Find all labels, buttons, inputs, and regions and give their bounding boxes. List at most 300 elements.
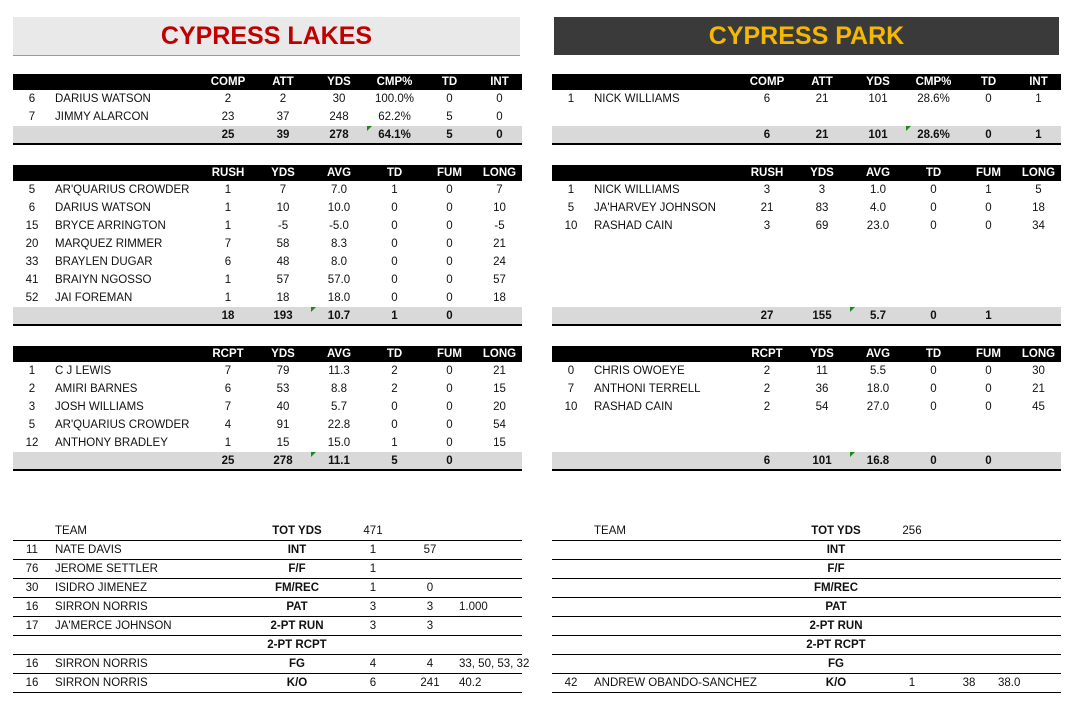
table-row xyxy=(13,199,522,217)
cell: 21 xyxy=(760,202,774,214)
cell: INT xyxy=(249,541,345,560)
cell xyxy=(1016,289,1061,307)
cell: 7 xyxy=(224,365,232,377)
cell: 1 xyxy=(961,307,1016,325)
cell: 0 xyxy=(985,202,992,214)
cell: 1 xyxy=(224,274,232,286)
cell: 1 xyxy=(224,220,232,232)
cell: CHRIS OWOEYE xyxy=(594,365,685,377)
cell: 155 xyxy=(794,307,850,325)
table-row xyxy=(13,289,522,307)
cell: 0 xyxy=(446,184,453,196)
cell: SIRRON NORRIS xyxy=(51,674,249,693)
cell: FUM xyxy=(961,346,1016,362)
table-row xyxy=(13,108,522,126)
cell: 3 xyxy=(763,184,771,196)
cell: 11 xyxy=(13,541,51,560)
cell: 0 xyxy=(446,238,453,250)
cell: AVG xyxy=(311,346,367,362)
cell: 1 xyxy=(345,541,401,560)
cell: YDS xyxy=(311,74,367,90)
cell xyxy=(552,452,590,470)
cell: 4 xyxy=(345,655,401,674)
team-title: CYPRESS LAKES xyxy=(13,17,520,56)
cell xyxy=(1016,235,1061,253)
total-row xyxy=(13,452,522,470)
cell: 6 xyxy=(28,93,36,105)
cell: 6 xyxy=(345,674,401,693)
cell: 10.7 xyxy=(311,307,367,325)
cell xyxy=(961,271,1016,289)
cell xyxy=(740,416,794,434)
cell: YDS xyxy=(794,346,850,362)
cell: 33, 50, 53, 32 xyxy=(459,655,522,674)
cell: 2 xyxy=(763,365,771,377)
cell: 1 xyxy=(391,184,398,196)
cell: 58 xyxy=(276,238,290,250)
cell xyxy=(1016,108,1061,126)
cell: CMP% xyxy=(906,74,961,90)
table-row xyxy=(552,636,1061,655)
total-row xyxy=(13,126,522,144)
cell: 6 xyxy=(224,383,232,395)
cell xyxy=(884,617,940,636)
cell xyxy=(961,289,1016,307)
table-row xyxy=(552,90,1061,108)
table-row xyxy=(13,636,522,655)
cell: 2-PT RCPT xyxy=(788,636,884,655)
cell: 4 xyxy=(224,419,232,431)
cell xyxy=(552,126,590,144)
cell: 1 xyxy=(884,674,940,693)
cell xyxy=(906,416,961,434)
cell: TD xyxy=(422,74,477,90)
cell: 471 xyxy=(345,522,401,541)
cell: 0 xyxy=(496,111,503,123)
cell: 2-PT RUN xyxy=(788,617,884,636)
cell xyxy=(552,522,590,541)
table-row xyxy=(13,674,522,693)
cell: 0 xyxy=(391,220,398,232)
cell xyxy=(940,560,998,579)
cell: 3 xyxy=(401,617,459,636)
cell: 33 xyxy=(25,256,39,268)
cell: RUSH xyxy=(740,165,794,181)
cell: 16.8 xyxy=(850,452,906,470)
cell: 0 xyxy=(930,202,937,214)
cell xyxy=(740,271,794,289)
cell: 27.0 xyxy=(866,401,890,413)
cell: NATE DAVIS xyxy=(51,541,249,560)
cell: RASHAD CAIN xyxy=(594,401,673,413)
cell xyxy=(961,235,1016,253)
cell xyxy=(552,598,590,617)
cell: -5.0 xyxy=(329,220,349,232)
cell: 0 xyxy=(446,256,453,268)
table-row xyxy=(552,416,1061,434)
cell xyxy=(906,253,961,271)
cell: JEROME SETTLER xyxy=(51,560,249,579)
cell: JIMMY ALARCON xyxy=(55,111,149,123)
cell xyxy=(13,307,51,325)
cell: 0 xyxy=(930,220,937,232)
cell xyxy=(13,452,51,470)
cell xyxy=(1016,416,1061,434)
cell xyxy=(590,416,740,434)
cell: 23 xyxy=(221,111,235,123)
table-row xyxy=(13,541,522,560)
table-row xyxy=(552,362,1061,380)
cell xyxy=(552,235,590,253)
cell xyxy=(13,74,51,90)
cell: K/O xyxy=(249,674,345,693)
table-row xyxy=(552,434,1061,452)
cell: 37 xyxy=(276,111,290,123)
table-row xyxy=(552,617,1061,636)
comment-marker-icon xyxy=(850,307,855,312)
cell: CMP% xyxy=(367,74,422,90)
cell: FG xyxy=(249,655,345,674)
cell: LONG xyxy=(477,346,522,362)
cell: 18 xyxy=(493,292,506,304)
cell xyxy=(590,307,740,325)
cell xyxy=(345,636,401,655)
table-row xyxy=(552,217,1061,235)
cell: 1 xyxy=(567,184,575,196)
total-row xyxy=(13,307,522,325)
cell: 0 xyxy=(446,401,453,413)
table-row xyxy=(13,560,522,579)
cell: ANTHONI TERRELL xyxy=(594,383,701,395)
cell: 7 xyxy=(496,184,503,196)
cell: 0 xyxy=(422,452,477,470)
cell: COMP xyxy=(201,74,255,90)
cell: INT xyxy=(788,541,884,560)
cell xyxy=(940,598,998,617)
cell xyxy=(552,541,590,560)
table-row xyxy=(13,271,522,289)
table-row xyxy=(13,362,522,380)
cell: -5 xyxy=(494,220,505,232)
cell: 241 xyxy=(401,674,459,693)
table-row xyxy=(552,579,1061,598)
team-stats-table xyxy=(13,522,530,693)
cell: 0 xyxy=(496,93,503,105)
cell xyxy=(1016,452,1061,470)
cell: 11.1 xyxy=(311,452,367,470)
cell: TD xyxy=(367,165,422,181)
cell: 0 xyxy=(961,126,1016,144)
cell: PAT xyxy=(249,598,345,617)
header-row xyxy=(13,74,522,90)
cell: INT xyxy=(477,74,522,90)
cell: 5.7 xyxy=(331,401,347,413)
cell xyxy=(590,579,788,598)
header-row xyxy=(552,165,1061,181)
cell: 0 xyxy=(961,452,1016,470)
cell: 1 xyxy=(345,579,401,598)
cell xyxy=(884,579,940,598)
cell xyxy=(459,560,522,579)
cell: 15 xyxy=(276,437,290,449)
cell xyxy=(590,74,740,90)
cell xyxy=(794,108,850,126)
cell: 7.0 xyxy=(331,184,347,196)
cell xyxy=(794,434,850,452)
cell xyxy=(590,598,788,617)
cell: LONG xyxy=(1016,165,1061,181)
table-row xyxy=(552,541,1061,560)
cell: 21 xyxy=(794,126,850,144)
cell xyxy=(740,253,794,271)
cell: 15 xyxy=(493,383,506,395)
cell xyxy=(998,560,1061,579)
cell xyxy=(477,307,522,325)
cell: 0 xyxy=(985,383,992,395)
cell: NICK WILLIAMS xyxy=(594,184,680,196)
cell: 54 xyxy=(493,419,506,431)
cell: PAT xyxy=(788,598,884,617)
cell xyxy=(961,108,1016,126)
cell: 0 xyxy=(930,365,937,377)
cell: 0 xyxy=(446,202,453,214)
cell: 0 xyxy=(446,274,453,286)
cell xyxy=(940,636,998,655)
cell: AVG xyxy=(850,165,906,181)
cell: BRAIYN NGOSSO xyxy=(55,274,152,286)
cell: JAI FOREMAN xyxy=(55,292,133,304)
cell: 40 xyxy=(276,401,290,413)
cell: 23.0 xyxy=(866,220,890,232)
cell xyxy=(906,289,961,307)
cell xyxy=(884,655,940,674)
cell: 0 xyxy=(422,307,477,325)
cell: 10 xyxy=(276,202,290,214)
cell xyxy=(590,655,788,674)
cell xyxy=(850,416,906,434)
cell: 5 xyxy=(367,452,422,470)
cell: 1 xyxy=(224,202,232,214)
cell: JA'HARVEY JOHNSON xyxy=(594,202,716,214)
cell xyxy=(477,452,522,470)
cell xyxy=(998,636,1061,655)
cell xyxy=(459,636,522,655)
cell: 18 xyxy=(276,292,290,304)
cell xyxy=(740,434,794,452)
cell: 10 xyxy=(493,202,506,214)
cell xyxy=(51,307,201,325)
cell xyxy=(740,289,794,307)
cell xyxy=(794,271,850,289)
cell: 45 xyxy=(1032,401,1045,413)
cell: FM/REC xyxy=(788,579,884,598)
cell: 256 xyxy=(884,522,940,541)
table-row xyxy=(13,579,522,598)
table-row xyxy=(13,598,522,617)
table-row xyxy=(13,655,522,674)
cell: 30 xyxy=(332,93,346,105)
cell: 0 xyxy=(985,93,992,105)
cell: 0 xyxy=(401,579,459,598)
cell xyxy=(906,108,961,126)
cell xyxy=(401,560,459,579)
cell xyxy=(51,452,201,470)
cell: 16 xyxy=(13,655,51,674)
cell: 10 xyxy=(564,401,578,413)
cell: 1.0 xyxy=(870,184,886,196)
cell: 17 xyxy=(13,617,51,636)
cell xyxy=(590,617,788,636)
cell: 62.2% xyxy=(378,111,411,123)
cell xyxy=(961,253,1016,271)
cell: 4 xyxy=(401,655,459,674)
cell: 1 xyxy=(1035,93,1042,105)
cell: 30 xyxy=(1032,365,1045,377)
cell: RCPT xyxy=(201,346,255,362)
cell xyxy=(552,579,590,598)
cell: FUM xyxy=(422,346,477,362)
cell xyxy=(13,346,51,362)
cell: LONG xyxy=(1016,346,1061,362)
cell: 0 xyxy=(446,383,453,395)
cell: 21 xyxy=(815,93,829,105)
cell xyxy=(13,636,51,655)
cell: K/O xyxy=(788,674,884,693)
cell: 57 xyxy=(276,274,290,286)
cell: ATT xyxy=(794,74,850,90)
cell: 0 xyxy=(391,202,398,214)
cell: TD xyxy=(367,346,422,362)
rushing-table xyxy=(552,165,1061,326)
cell: BRYCE ARRINGTON xyxy=(55,220,166,232)
cell: 1 xyxy=(567,93,575,105)
cell: 3 xyxy=(763,220,771,232)
cell xyxy=(1016,434,1061,452)
cell: 16 xyxy=(13,674,51,693)
cell: 38 xyxy=(940,674,998,693)
cell xyxy=(1016,307,1061,325)
cell: 52 xyxy=(25,292,39,304)
total-row xyxy=(552,452,1061,470)
cell: 0 xyxy=(446,292,453,304)
receiving-table xyxy=(13,346,522,471)
cell: 10.0 xyxy=(327,202,351,214)
passing-table xyxy=(13,74,522,145)
cell xyxy=(850,253,906,271)
cell xyxy=(998,598,1061,617)
cell xyxy=(552,346,590,362)
cell xyxy=(401,636,459,655)
cell: 1.000 xyxy=(459,598,522,617)
cell: 0 xyxy=(930,401,937,413)
cell: 248 xyxy=(329,111,349,123)
table-row xyxy=(552,522,1061,541)
receiving-table xyxy=(552,346,1061,471)
cell: 20 xyxy=(493,401,506,413)
cell: 38.0 xyxy=(998,674,1061,693)
table-row xyxy=(13,217,522,235)
cell: 76 xyxy=(13,560,51,579)
cell xyxy=(850,235,906,253)
header-row xyxy=(552,346,1061,362)
team-title: CYPRESS PARK xyxy=(554,17,1059,55)
cell: 6 xyxy=(740,126,794,144)
cell: ATT xyxy=(255,74,311,90)
cell: 2 xyxy=(391,383,398,395)
cell: 16 xyxy=(13,598,51,617)
cell: 20 xyxy=(25,238,39,250)
table-row xyxy=(13,181,522,199)
cell: 11.3 xyxy=(328,365,350,377)
cell: 193 xyxy=(255,307,311,325)
cell: 22.8 xyxy=(327,419,351,431)
cell: 53 xyxy=(276,383,290,395)
cell xyxy=(740,108,794,126)
cell: TD xyxy=(961,74,1016,90)
cell: 0 xyxy=(985,401,992,413)
cell: 69 xyxy=(815,220,829,232)
cell: 0 xyxy=(391,256,398,268)
comment-marker-icon xyxy=(367,126,372,131)
cell: 101 xyxy=(868,93,888,105)
cell: 91 xyxy=(276,419,290,431)
cell: 15 xyxy=(493,437,506,449)
cell: 40.2 xyxy=(459,674,522,693)
cell: 2 xyxy=(763,401,771,413)
cell xyxy=(1016,271,1061,289)
cell: 3 xyxy=(818,184,826,196)
cell: 2-PT RUN xyxy=(249,617,345,636)
cell: 0 xyxy=(391,401,398,413)
cell: 18 xyxy=(201,307,255,325)
cell: 278 xyxy=(255,452,311,470)
cell: INT xyxy=(1016,74,1061,90)
table-row xyxy=(13,380,522,398)
cell: 1 xyxy=(224,437,232,449)
cell: 30 xyxy=(13,579,51,598)
cell: 57 xyxy=(401,541,459,560)
table-row xyxy=(552,560,1061,579)
cell: 0 xyxy=(446,437,453,449)
cell xyxy=(961,416,1016,434)
cell: F/F xyxy=(788,560,884,579)
comment-marker-icon xyxy=(850,452,855,457)
cell xyxy=(906,271,961,289)
cell: 3 xyxy=(345,617,401,636)
table-row xyxy=(552,181,1061,199)
cell xyxy=(51,74,201,90)
cell: 1 xyxy=(391,437,398,449)
cell xyxy=(998,617,1061,636)
table-row xyxy=(552,271,1061,289)
team-stats-table xyxy=(552,522,1061,693)
cell xyxy=(590,271,740,289)
cell xyxy=(590,636,788,655)
cell: 79 xyxy=(276,365,290,377)
cell: 8.3 xyxy=(331,238,347,250)
cell: 0 xyxy=(930,184,937,196)
cell xyxy=(552,560,590,579)
cell: 28.6% xyxy=(906,126,961,144)
cell: 2 xyxy=(279,93,287,105)
cell xyxy=(794,235,850,253)
cell: 1 xyxy=(1016,126,1061,144)
cell xyxy=(552,307,590,325)
cell: 28.6% xyxy=(917,93,950,105)
table-row xyxy=(13,253,522,271)
cell xyxy=(51,636,249,655)
cell: SIRRON NORRIS xyxy=(51,655,249,674)
